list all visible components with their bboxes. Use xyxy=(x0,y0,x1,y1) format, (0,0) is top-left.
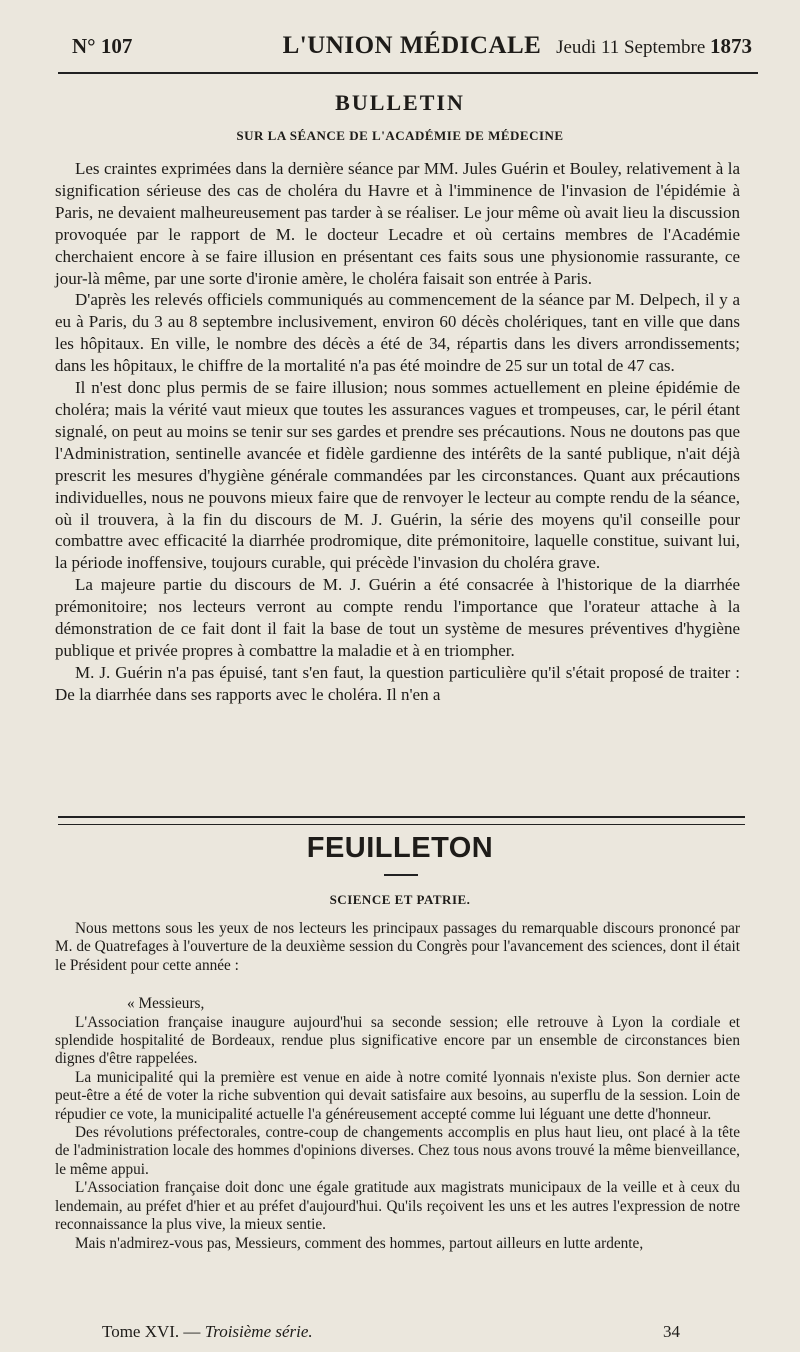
feuilleton-intro: Nous mettons sous les yeux de nos lecteurs les principaux passages du remarquable discours prononcé par M. de Quatrefages à l'ouverture de la deuxième session du Congrès pour l'avancement des sciences, dont il était le Président pour cette année : xyxy=(55,920,740,974)
feuilleton-paragraph: Des révolutions préfectorales, contre-coup de changements accomplis en plus haut lieu, ont placé à la tête de l'administration locale des hommes d'opinions diverses. Chez tous nous avons trouvé la même bienveillance, le même appui. xyxy=(55,1124,740,1178)
feuilleton-paragraph: L'Association française doit donc une égale gratitude aux magistrats municipaux de la veille et à ceux du lendemain, au préfet d'hier et au préfet d'aujourd'hui. Qu'ils reçoivent les uns et les autres l'expression de notre reconnaissance la plus vive, la mieux sentie. xyxy=(55,1179,740,1234)
bulletin-paragraph: Les craintes exprimées dans la dernière séance par MM. Jules Guérin et Bouley, relativement à la signification sérieuse des cas de choléra du Havre et à l'imminence de l'invasion de l'épidémie à Paris, ne devaient malheureusement pas tarder à se réaliser. Le jour même où avait lieu la discussion provoquée par le rapport de M. le docteur Lecadre et où certains membres de l'Académie cherchaient encore à se faire illusion en présentant ces faits sous une physionomie rassurante, ce jour-là même, par une sorte d'ironie amère, le choléra faisait son entrée à Paris. xyxy=(55,159,740,288)
header-rule xyxy=(58,72,758,74)
feuilleton-paragraph: L'Association française inaugure aujourd'hui sa seconde session; elle retrouve à Lyon la cordiale et splendide hospitalité de Bordeaux, rendue plus significative encore par un ensemble de circonstances bien dignes d'être rappelées. xyxy=(55,1013,740,1068)
volume-info xyxy=(102,1322,313,1342)
bulletin-title: BULLETIN xyxy=(335,90,465,115)
feuilleton-subtitle: SCIENCE ET PATRIE. xyxy=(329,892,471,907)
feuilleton-paragraph: La municipalité qui la première est venue en aide à notre comité lyonnais n'existe plus. Son dernier acte peut-être a été de voter la riche subvention qui devait satisfaire aux besoins, au superflu de la session. Loin de répudier ce vote, la municipalité actuelle l'a généreusement accepté comme lui léguant une dette d'honneur. xyxy=(55,1068,740,1123)
bulletin-paragraph: La majeure partie du discours de M. J. Guérin a été consacrée à l'historique de la diarrhée prémonitoire; nos lecteurs verront au compte rendu l'importance que l'orateur attache à la démonstration de ce fait dont il fait la base de tout un système de mesures préventives d'hygiène publique et privée propres à combattre la maladie et à en triompher. xyxy=(55,575,740,660)
series-label: Troisième série. xyxy=(204,1322,313,1341)
feuilleton-title: FEUILLETON xyxy=(306,832,494,864)
section-divider xyxy=(58,816,745,825)
issue-year: 1873 xyxy=(710,34,752,58)
feuilleton-paragraph: Mais n'admirez-vous pas, Messieurs, comment des hommes, partout ailleurs en lutte ardente, xyxy=(75,1234,644,1252)
page-number: 34 xyxy=(663,1322,680,1341)
bulletin-paragraph: M. J. Guérin n'a pas épuisé, tant s'en faut, la question particulière qu'il s'était proposé de traiter : De la diarrhée dans ses rapports avec le choléra. Il n'en a xyxy=(55,662,740,704)
page-footer xyxy=(102,1322,680,1344)
page-header xyxy=(72,28,752,68)
salutation: « Messieurs, xyxy=(127,995,205,1013)
feuilleton-body xyxy=(55,920,740,1253)
bulletin-subtitle: SUR LA SÉANCE DE L'ACADÉMIE DE MÉDECINE xyxy=(236,128,564,143)
bulletin-paragraph: Il n'est donc plus permis de se faire illusion; nous sommes actuellement en pleine épidémie de choléra; mais la vérité vaut mieux que toutes les assurances vagues et trompeuses, car, le péril étant signalé, on peut au moins se tenir sur ses gardes et prendre ses précautions. Nous ne doutons pas que l'Administration, sentinelle avancée et fidèle gardienne des intérêts de la santé publique, n'ait déjà prescrit les mesures d'hygiène générale commandées par les circonstances. Quant aux précautions individuelles, nous ne pouvons mieux faire que de renvoyer le lecteur au compte rendu de la séance, où il trouvera, à la fin du discours de M. J. Guérin, la série des moyens qu'il conseille pour combattre avec efficacité la diarrhée prodromique, dite prémonitoire, laquelle constitue, suivant lui, la période inoffensive, toujours curable, qui précède l'invasion du choléra grave. xyxy=(55,378,740,573)
volume-label: Tome XVI. — xyxy=(102,1322,201,1341)
bulletin-paragraph: D'après les relevés officiels communiqués au commencement de la séance par M. Delpech, il y a eu à Paris, du 3 au 8 septembre inclusivement, environ 60 décès cholériques, tant en ville que dans les hôpitaux. En ville, le nombre des décès a été de 34, répartis dans les divers arrondissements; dans les hôpitaux, le chiffre de la mortalité n'a pas été moindre de 25 sur un total de 47 cas. xyxy=(55,290,740,376)
issue-day-date: Jeudi 11 Septembre xyxy=(556,37,706,58)
title-ornament xyxy=(384,874,418,876)
issue-number: N° 107 xyxy=(72,34,133,58)
journal-title: L'UNION MÉDICALE xyxy=(282,32,542,59)
bulletin-body xyxy=(55,158,740,706)
issue-date xyxy=(556,34,752,59)
